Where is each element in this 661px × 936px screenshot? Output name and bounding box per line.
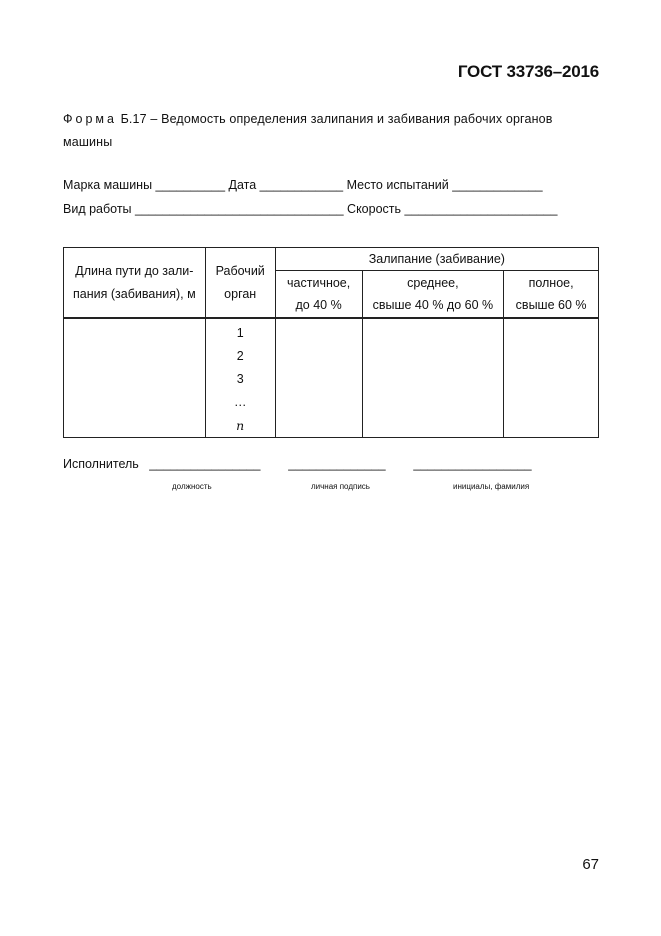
cell-partial-empty	[275, 318, 362, 438]
header-full-line2: свыше 60 %	[515, 298, 587, 312]
organ-n: n	[236, 418, 245, 433]
cell-organ-list	[205, 318, 275, 438]
executor-position-line: ________________	[149, 457, 261, 471]
header-partial-line2: до 40 %	[295, 298, 342, 312]
header-full	[504, 271, 599, 319]
header-sticking-group: Залипание (забивание)	[275, 248, 598, 271]
cell-medium-empty	[362, 318, 504, 438]
header-partial-line1: частичное,	[287, 276, 351, 290]
executor-line	[63, 457, 532, 471]
cell-full-empty	[504, 318, 599, 438]
header-organ	[205, 248, 275, 319]
organ-1: 1	[236, 326, 244, 340]
header-length	[64, 248, 206, 319]
header-medium	[362, 271, 504, 319]
header-medium-line2: свыше 40 % до 60 %	[372, 298, 494, 312]
caption-name: инициалы, фамилия	[453, 482, 530, 491]
organ-2: 2	[236, 349, 244, 363]
machine-brand-line: Марка машины __________ Дата ____________ Место испытаний _____________	[63, 178, 543, 192]
sticking-table	[63, 247, 599, 438]
page-number: 67	[582, 856, 599, 873]
executor-label: Исполнитель	[63, 457, 139, 471]
caption-position: должность	[172, 482, 212, 491]
cell-length-empty	[64, 318, 206, 438]
form-caption	[63, 108, 603, 154]
header-partial	[275, 271, 362, 319]
organ-3: 3	[236, 372, 244, 386]
form-title: Ведомость определения залипания и забивания рабочих органов машины	[63, 112, 553, 149]
header-length-text: Длина пути до зали-пания (забивания), м	[73, 263, 196, 301]
work-type-line: Вид работы ______________________________ Скорость ______________________	[63, 202, 558, 216]
executor-name-line: _________________	[413, 457, 532, 471]
header-full-line1: полное,	[528, 276, 574, 290]
form-word: Форма	[63, 112, 117, 126]
header-medium-line1: среднее,	[407, 276, 459, 290]
executor-signature-line: ______________	[288, 457, 386, 471]
caption-signature: личная подпись	[311, 482, 370, 491]
header-organ-text: Рабочий орган	[215, 263, 265, 301]
organ-ellipsis: …	[233, 395, 247, 409]
standard-number: ГОСТ 33736–2016	[457, 62, 599, 81]
form-id: Б.17 –	[120, 112, 158, 126]
